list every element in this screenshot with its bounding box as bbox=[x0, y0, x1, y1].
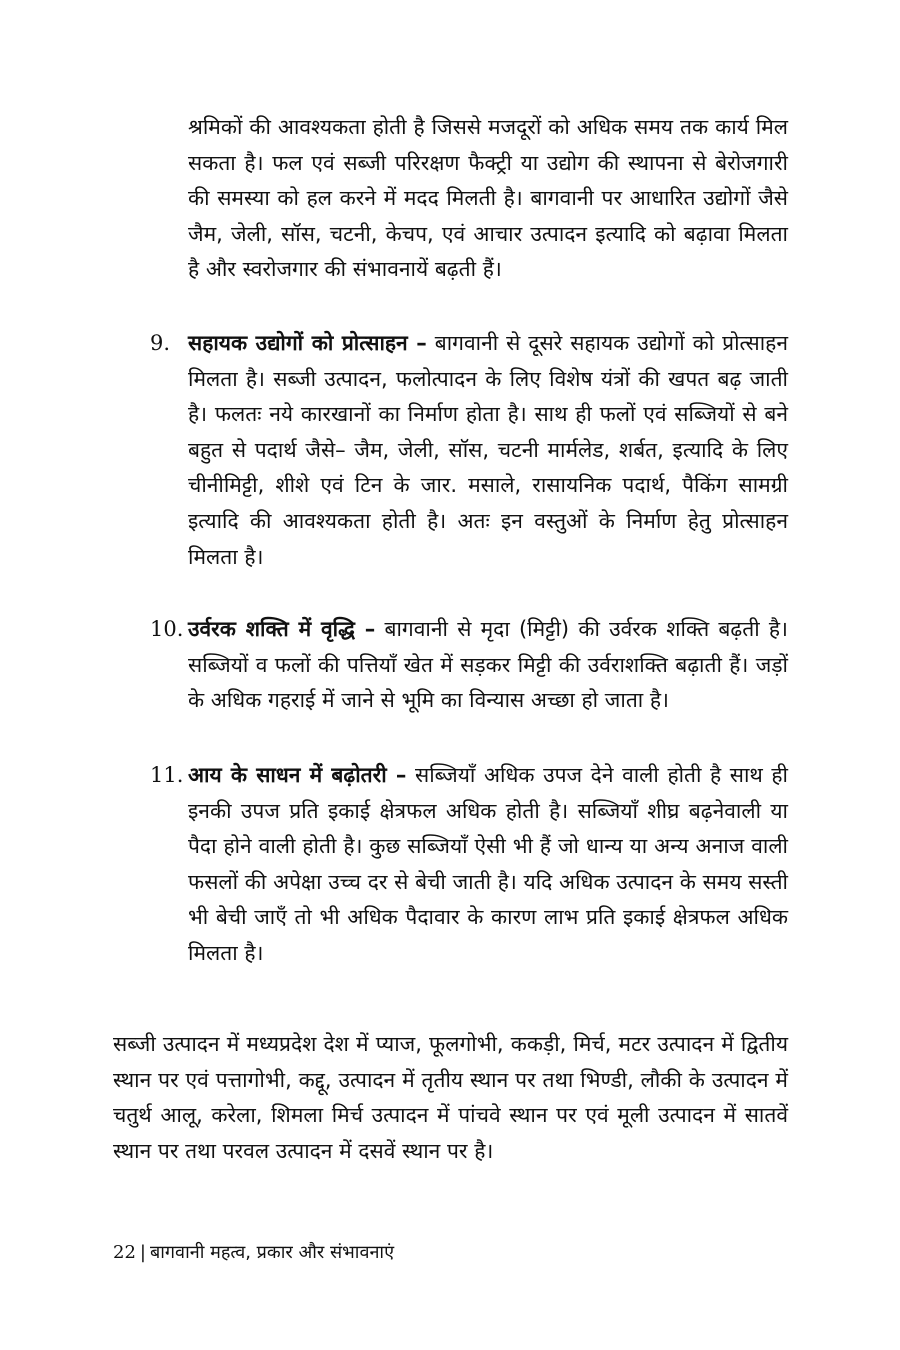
list-item-heading: आय के साधन में बढ़ोतरी – bbox=[188, 763, 407, 787]
list-item-text: सब्जियाँ अधिक उपज देने वाली होती है साथ ही इनकी उपज प्रति इकाई क्षेत्रफल अधिक होती है। सब्जियाँ शीघ्र बढ़नेवाली या पैदा होने वाली होती है। कुछ सब्जियाँ ऐसी भी हैं जो धान्य या अन्य अनाज वाली फसलों की अपेक्षा उच्च दर से बेची जाती है। यदि अधिक उत्पादन के समय सस्ती भी बेची जाएँ तो भी अधिक पैदावार के कारण लाभ प्रति इकाई क्षेत्रफल अधिक मिलता है। bbox=[188, 763, 789, 965]
list-item-heading: उर्वरक शक्ति में वृद्धि – bbox=[188, 617, 376, 641]
list-item-number: 9. bbox=[150, 331, 171, 355]
list-item-number: 11. bbox=[150, 763, 184, 787]
list-item-11 bbox=[150, 758, 788, 972]
book-title: बागवानी महत्व, प्रकार और संभावनाएं bbox=[149, 1242, 395, 1263]
list-item-body bbox=[188, 326, 788, 575]
list-item-heading: सहायक उद्योगों को प्रोत्साहन – bbox=[188, 331, 427, 355]
continuation-paragraph: श्रमिकों की आवश्यकता होती है जिससे मजदूरों को अधिक समय तक कार्य मिल सकता है। फल एवं सब्जी परिरक्षण फैक्ट्री या उद्योग की स्थापना से बेरोजगारी की समस्या को हल करने में मदद मिलती है। बागवानी पर आधारित उद्योगों जैसे जैम, जेली, सॉस, चटनी, केचप, एवं आचार उत्पादन इत्यादि को बढ़ावा मिलता है और स्वरोजगार की संभावनायें बढ़ती हैं। bbox=[188, 115, 788, 282]
footer-separator: | bbox=[139, 1242, 146, 1263]
list-item-body bbox=[188, 758, 788, 972]
list-item-number: 10. bbox=[150, 617, 184, 641]
list-item-9 bbox=[150, 326, 788, 575]
list-item-body bbox=[188, 612, 788, 719]
list-item-10 bbox=[150, 612, 788, 719]
list-item-text: बागवानी से मृदा (मिट्टी) की उर्वरक शक्ति बढ़ती है। सब्जियों व फलों की पत्तियाँ खेत में सड़कर मिट्टी की उर्वराशक्ति बढ़ाती हैं। जड़ों के अधिक गहराई में जाने से भूमि का विन्यास अच्छा हो जाता है। bbox=[188, 617, 788, 713]
list-item-text: बागवानी से दूसरे सहायक उद्योगों को प्रोत्साहन मिलता है। सब्जी उत्पादन, फलोत्पादन के लिए विशेष यंत्रों की खपत बढ़ जाती है। फलतः नये कारखानों का निर्माण होता है। साथ ही फलों एवं सब्जियों से बने बहुत से पदार्थ जैसे– जैम, जेली, सॉस, चटनी मार्मलेड, शर्बत, इत्यादि के लिए चीनीमिट्टी, शीशे एवं टिन के जार. मसाले, रासायनिक पदार्थ, पैकिंग सामग्री इत्यादि की आवश्यकता होती है। अतः इन वस्तुओं के निर्माण हेतु प्रोत्साहन मिलता है। bbox=[188, 331, 788, 569]
page-footer bbox=[113, 1240, 394, 1266]
page-number: 22 bbox=[113, 1242, 136, 1263]
closing-paragraph: सब्जी उत्पादन में मध्यप्रदेश देश में प्याज, फूलगोभी, ककड़ी, मिर्च, मटर उत्पादन में द्वितीय स्थान पर एवं पत्तागोभी, कद्दू, उत्पादन में तृतीय स्थान पर तथा भिण्डी, लौकी के उत्पादन में चतुर्थ आलू, करेला, शिमला मिर्च उत्पादन में पांचवे स्थान पर एवं मूली उत्पादन में सातवें स्थान पर तथा परवल उत्पादन में दसवें स्थान पर है। bbox=[113, 1032, 788, 1163]
